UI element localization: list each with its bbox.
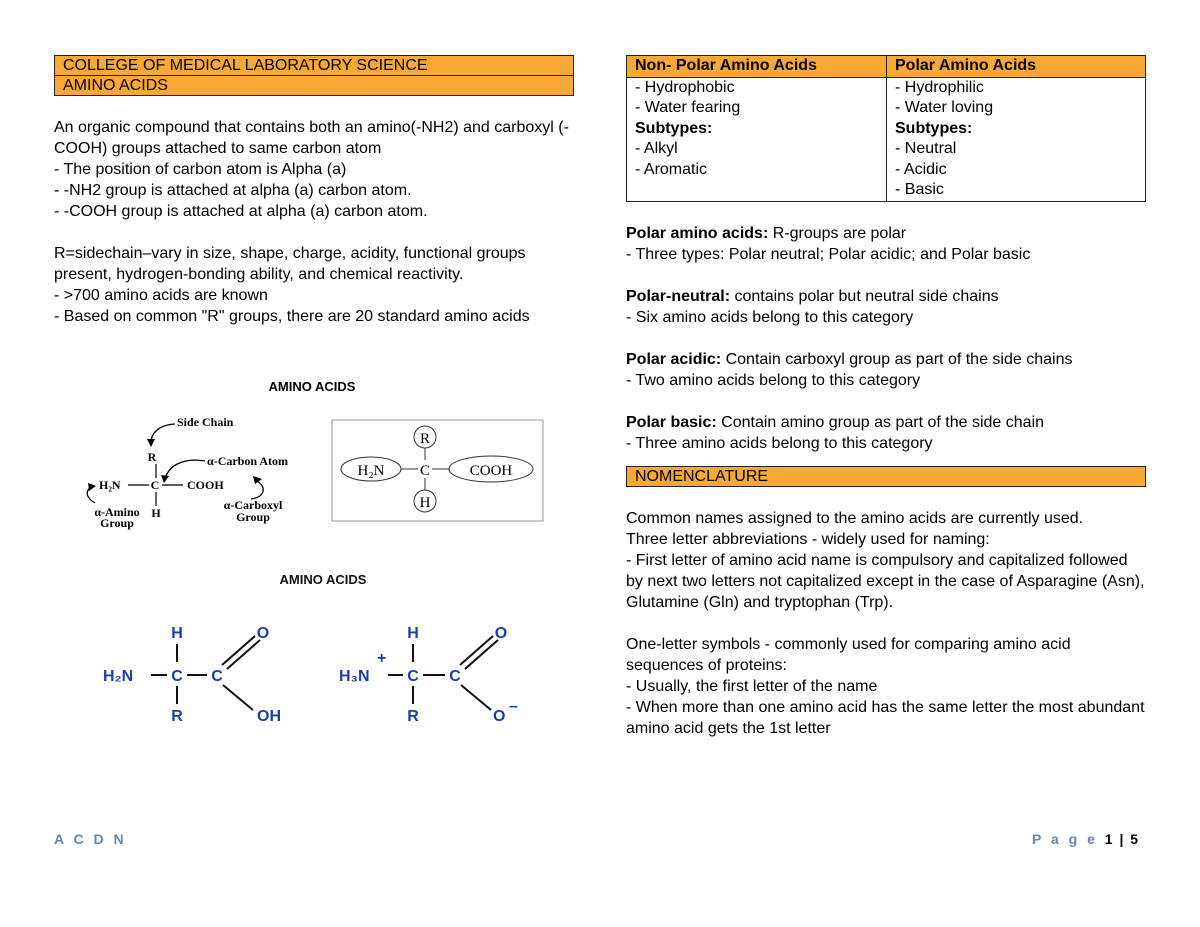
polar-definition — [626, 223, 1146, 244]
table-cell-line: - Water fearing — [635, 99, 741, 116]
footer-acdn: A C D N — [54, 831, 127, 847]
h3n-group: H₃N — [339, 668, 370, 685]
r-group: R — [407, 708, 419, 725]
one-letter-line: One-letter symbols - commonly used for comparing amino acid sequences of proteins: — [626, 635, 1076, 674]
acidic-definition — [626, 349, 1146, 370]
nomenclature-line: - First letter of amino acid name is compulsory and capitalized followed by next two letters not capitalized except in the case of Asparagine (Asn), Glutamine (Gln) and tryptophan (Trp). — [626, 551, 1149, 611]
group-label: Group — [236, 510, 270, 524]
o-atom: O — [494, 625, 508, 642]
section-header-nomenclature: NOMENCLATURE — [626, 466, 1146, 487]
amino-acid-structure-figure — [75, 375, 555, 550]
left-column — [54, 55, 574, 327]
o-atom: O — [256, 625, 270, 642]
double-bond — [222, 636, 255, 665]
nonpolar-cell — [627, 77, 887, 201]
plus-charge: + — [377, 650, 387, 667]
page-total: 5 — [1130, 831, 1139, 847]
page-separator: | — [1119, 831, 1124, 847]
h-atom: H — [407, 625, 419, 642]
bond — [461, 685, 491, 710]
section-header-amino-acids: AMINO ACIDS — [54, 76, 574, 96]
table-cell-line: - Hydrophilic — [895, 78, 984, 96]
table-cell-line: - Alkyl — [635, 140, 678, 157]
right-column — [626, 55, 1149, 739]
carbon-atom: C — [407, 668, 419, 685]
polarity-comparison-table — [626, 55, 1146, 202]
alpha-amino-label: α-Amino — [94, 505, 140, 519]
term-label: Polar acidic: — [626, 350, 722, 368]
alpha-carbon-label: α-Carbon Atom — [207, 454, 289, 468]
arrowhead — [253, 476, 262, 484]
alpha-carboxyl-label: α-Carboxyl — [223, 498, 283, 512]
side-chain-arrow — [151, 424, 175, 445]
rgroup-line: - Based on common "R" groups, there are 20 standard amino acids — [54, 308, 530, 325]
figure-title: AMINO ACIDS — [268, 379, 356, 394]
table-cell-line: Subtypes: — [895, 119, 973, 137]
rgroup-line: - >700 amino acids are known — [54, 287, 268, 304]
table-cell-line: - Aromatic — [635, 160, 708, 178]
h-label: H — [151, 506, 161, 520]
one-letter-line: - Usually, the first letter of the name — [626, 677, 878, 695]
box-h: H — [419, 495, 431, 511]
table-cell-line: - Acidic — [895, 160, 947, 178]
bond — [223, 685, 253, 710]
neutral-detail: - Six amino acids belong to this category — [626, 308, 914, 326]
intro-line: An organic compound that contains both an amino(-NH2) and carboxyl (-COOH) groups attached to same carbon atom — [54, 119, 569, 157]
page-word: P a g e — [1032, 831, 1098, 847]
side-chain-label: Side Chain — [177, 415, 234, 429]
definition-text: Contain amino group as part of the side chain — [716, 413, 1045, 431]
page-number: 1 — [1104, 831, 1113, 847]
nomenclature-line: Three letter abbreviations - widely used for naming: — [626, 530, 990, 548]
box-h2n: H₂N — [357, 463, 385, 479]
carbon-atom: C — [449, 668, 461, 685]
term-label: Polar basic: — [626, 413, 717, 431]
double-bond — [460, 636, 493, 665]
carbon-atom: C — [211, 668, 223, 685]
polar-cell — [887, 77, 1146, 201]
figure-title: AMINO ACIDS — [279, 572, 367, 587]
r-group: R — [171, 708, 183, 725]
one-letter-line: - When more than one amino acid has the same letter the most abundant amino acid gets the 1st letter — [626, 698, 1149, 737]
definition-text: contains polar but neutral side chains — [730, 287, 999, 305]
o-minus-atom: O — [493, 708, 506, 725]
page-indicator — [1032, 831, 1138, 847]
intro-line: - -COOH group is attached at alpha (a) carbon atom. — [54, 203, 428, 220]
polar-detail: - Three types: Polar neutral; Polar acidic; and Polar basic — [626, 245, 1031, 263]
table-cell-line: Subtypes: — [635, 119, 713, 137]
c-label: C — [150, 478, 160, 492]
carbon-atom: C — [171, 668, 183, 685]
box-cooh: COOH — [469, 463, 513, 479]
amino-acid-ionization-figure — [95, 568, 535, 728]
table-header-nonpolar: Non- Polar Amino Acids — [627, 56, 887, 78]
term-label: Polar-neutral: — [626, 287, 731, 305]
acidic-detail: - Two amino acids belong to this category — [626, 371, 921, 389]
definition-text: Contain carboxyl group as part of the side chains — [721, 350, 1073, 368]
table-row — [627, 77, 1146, 201]
arrowhead — [88, 483, 96, 491]
basic-detail: - Three amino acids belong to this category — [626, 434, 933, 452]
arrowhead — [147, 439, 155, 447]
group-label: Group — [100, 516, 134, 530]
arrowhead — [161, 475, 169, 483]
table-cell-line: - Basic — [895, 181, 944, 198]
intro-line: - -NH2 group is attached at alpha (a) carbon atom. — [54, 182, 412, 199]
box-c: C — [419, 463, 431, 479]
h-atom: H — [171, 625, 183, 642]
college-header: COLLEGE OF MEDICAL LABORATORY SCIENCE — [54, 55, 574, 76]
term-label: Polar amino acids: — [626, 224, 769, 242]
h2n-group: H₂N — [103, 668, 134, 685]
box-r: R — [419, 431, 431, 447]
h2n-label: H₂N — [99, 478, 121, 492]
r-label: R — [147, 450, 157, 464]
minus-charge: – — [509, 698, 518, 715]
table-cell-line: - Hydrophobic — [635, 78, 735, 96]
neutral-definition — [626, 286, 1146, 307]
table-cell-line: - Water loving — [895, 99, 994, 116]
definition-text: R-groups are polar — [768, 224, 907, 242]
nomenclature-line: Common names assigned to the amino acids are currently used. — [626, 509, 1084, 527]
table-header-polar: Polar Amino Acids — [887, 56, 1146, 78]
double-bond — [227, 640, 260, 669]
alpha-carboxyl-arrow — [251, 481, 263, 499]
intro-line: - The position of carbon atom is Alpha (a) — [54, 161, 347, 178]
rgroup-line: R=sidechain–vary in size, shape, charge, acidity, functional groups present, hydrogen-bonding ability, and chemical reactivity. — [54, 245, 530, 283]
basic-definition — [626, 412, 1146, 433]
double-bond — [465, 640, 498, 669]
table-cell-line: - Neutral — [895, 140, 957, 157]
oh-group: OH — [257, 708, 281, 725]
cooh-label: COOH — [187, 478, 224, 492]
